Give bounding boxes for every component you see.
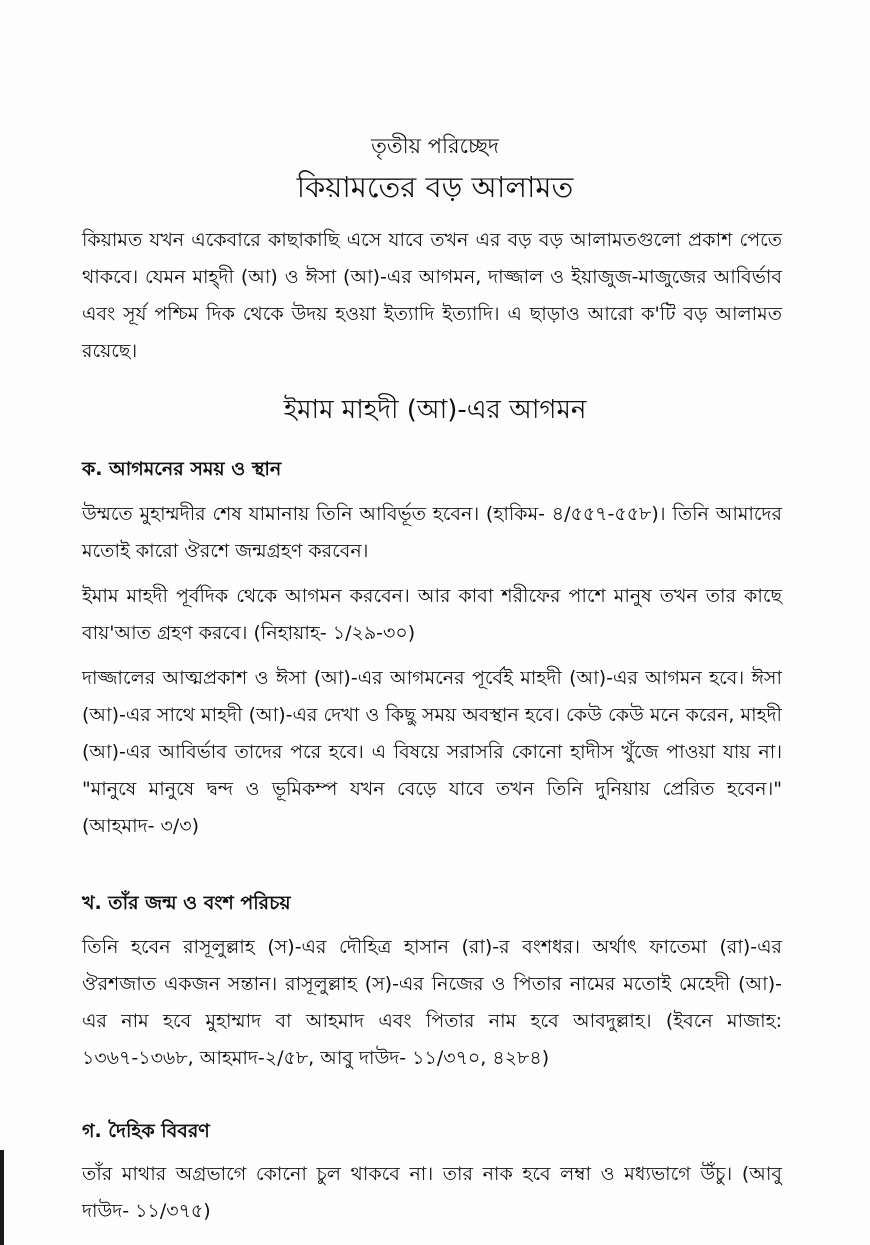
intro-paragraph: কিয়ামত যখন একেবারে কাছাকাছি এসে যাবে তখন এর বড় বড় আলামতগুলো প্রকাশ পেতে থাকবে। যেমন মাহ্দী (আ) ও ঈসা (আ)-এর আগমন, দাজ্জাল ও ইয়াজুজ-মাজুজের আবির্ভাব এবং সূর্য পশ্চিম দিক থেকে উদয় হওয়া ইত্যাদি ইত্যাদি। এ ছাড়াও আরো ক'টি বড় আলামত রয়েছে। [82,229,782,362]
paragraph-arrival-time: উম্মতে মুহাম্মদীর শেষ যামানায় তিনি আবির্ভূত হবেন। (হাকিম- ৪/৫৫৭-৫৫৮)। তিনি আমাদের মতোই কারো ঔরশে জন্মগ্রহণ করবেন। [82,503,782,562]
section-title: ইমাম মাহদী (আ)-এর আগমন [283,395,587,425]
subsection-heading-ga: গ. দৈহিক বিবরণ [82,1120,210,1142]
paragraph-lineage: তিনি হবেন রাসূলুল্লাহ (স)-এর দৌহিত্র হাসান (রা)-র বংশধর। অর্থাৎ ফাতেমা (রা)-এর ঔরশজাত একজন সন্তান। রাসূলুল্লাহ (স)-এর নিজের ও পিতার নামের মতোই মেহেদী (আ)-এর নাম হবে মুহাম্মাদ বা আহমাদ এবং পিতার নাম হবে আবদুল্লাহ। (ইবনে মাজাহ: ১৩৬৭-১৩৬৮, আহমাদ-২/৫৮, আবু দাউদ- ১১/৩৭০, ৪২৮৪) [82,936,782,1069]
paragraph-physical-description: তাঁর মাথার অগ্রভাগে কোনো চুল থাকবে না। তার নাক হবে লম্বা ও মধ্যভাগে উঁচু। (আবু দাউদ- ১১/৩৭৫) [82,1163,782,1222]
page-edge-mark [0,1150,4,1245]
subsection-heading-kha: খ. তাঁর জন্ম ও বংশ পরিচয় [82,892,291,914]
chapter-title: কিয়ামতের বড় আলামত [296,170,574,204]
paragraph-arrival-place: ইমাম মাহদী পূর্বদিক থেকে আগমন করবেন। আর কাবা শরীফের পাশে মানুষ তখন তার কাছে বায়'আত গ্রহণ করবে। (নিহায়াহ- ১/২৯-৩০) [82,585,782,644]
subsection-heading-ka: ক. আগমনের সময় ও স্থান [82,458,282,480]
chapter-label: তৃতীয় পরিচ্ছেদ [371,134,499,158]
paragraph-arrival-order: দাজ্জালের আত্মপ্রকাশ ও ঈসা (আ)-এর আগমনের পূর্বেই মাহদী (আ)-এর আগমন হবে। ঈসা (আ)-এর সাথে মাহদী (আ)-এর দেখা ও কিছু সময় অবস্থান হবে। কেউ কেউ মনে করেন, মাহদী (আ)-এর আবির্ভাব তাদের পরে হবে। এ বিষয়ে সরাসরি কোনো হাদীস খুঁজে পাওয়া যায় না। "মানুষে মানুষে দ্বন্দ ও ভূমিকম্প যখন বেড়ে যাবে তখন তিনি দুনিয়ায় প্রেরিত হবেন।" (আহমাদ- ৩/৩) [82,667,782,837]
